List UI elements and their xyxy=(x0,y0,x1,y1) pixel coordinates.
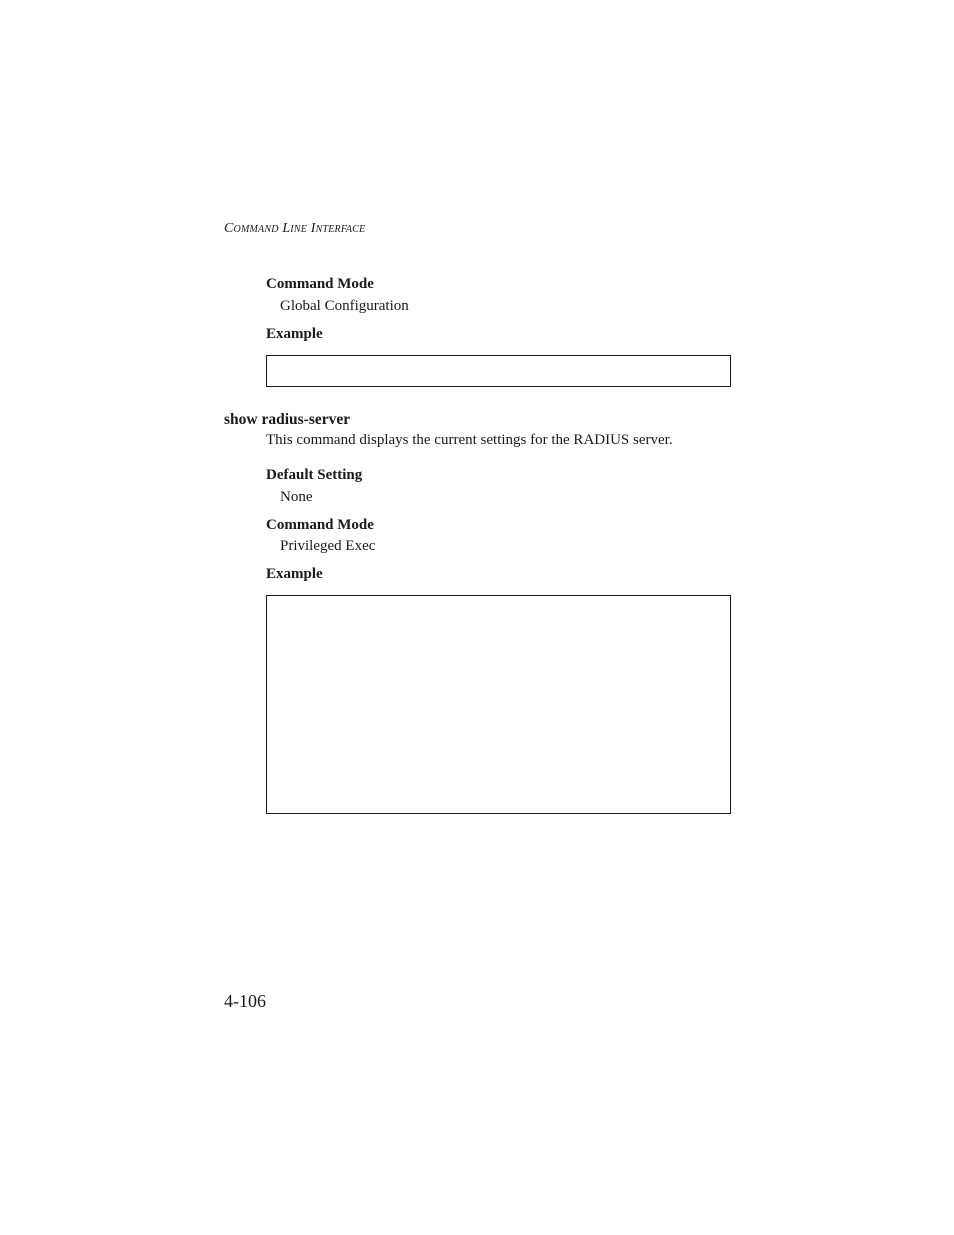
command-mode-heading-2: Command Mode xyxy=(266,517,374,533)
example-heading: Example xyxy=(266,326,323,342)
section-title: show radius-server xyxy=(224,411,351,428)
running-header: Command Line Interface xyxy=(224,221,366,236)
section-description: This command displays the current settings for the RADIUS server. xyxy=(266,432,673,448)
default-setting-heading: Default Setting xyxy=(266,467,363,483)
page-number: 4-106 xyxy=(224,991,266,1011)
default-setting-value: None xyxy=(280,489,313,505)
command-mode-heading: Command Mode xyxy=(266,276,374,292)
example-code-box xyxy=(266,355,731,387)
command-mode-value-2: Privileged Exec xyxy=(280,538,376,554)
example-code-box-2 xyxy=(266,595,731,814)
example-heading-2: Example xyxy=(266,566,323,582)
command-mode-value: Global Configuration xyxy=(280,298,409,314)
